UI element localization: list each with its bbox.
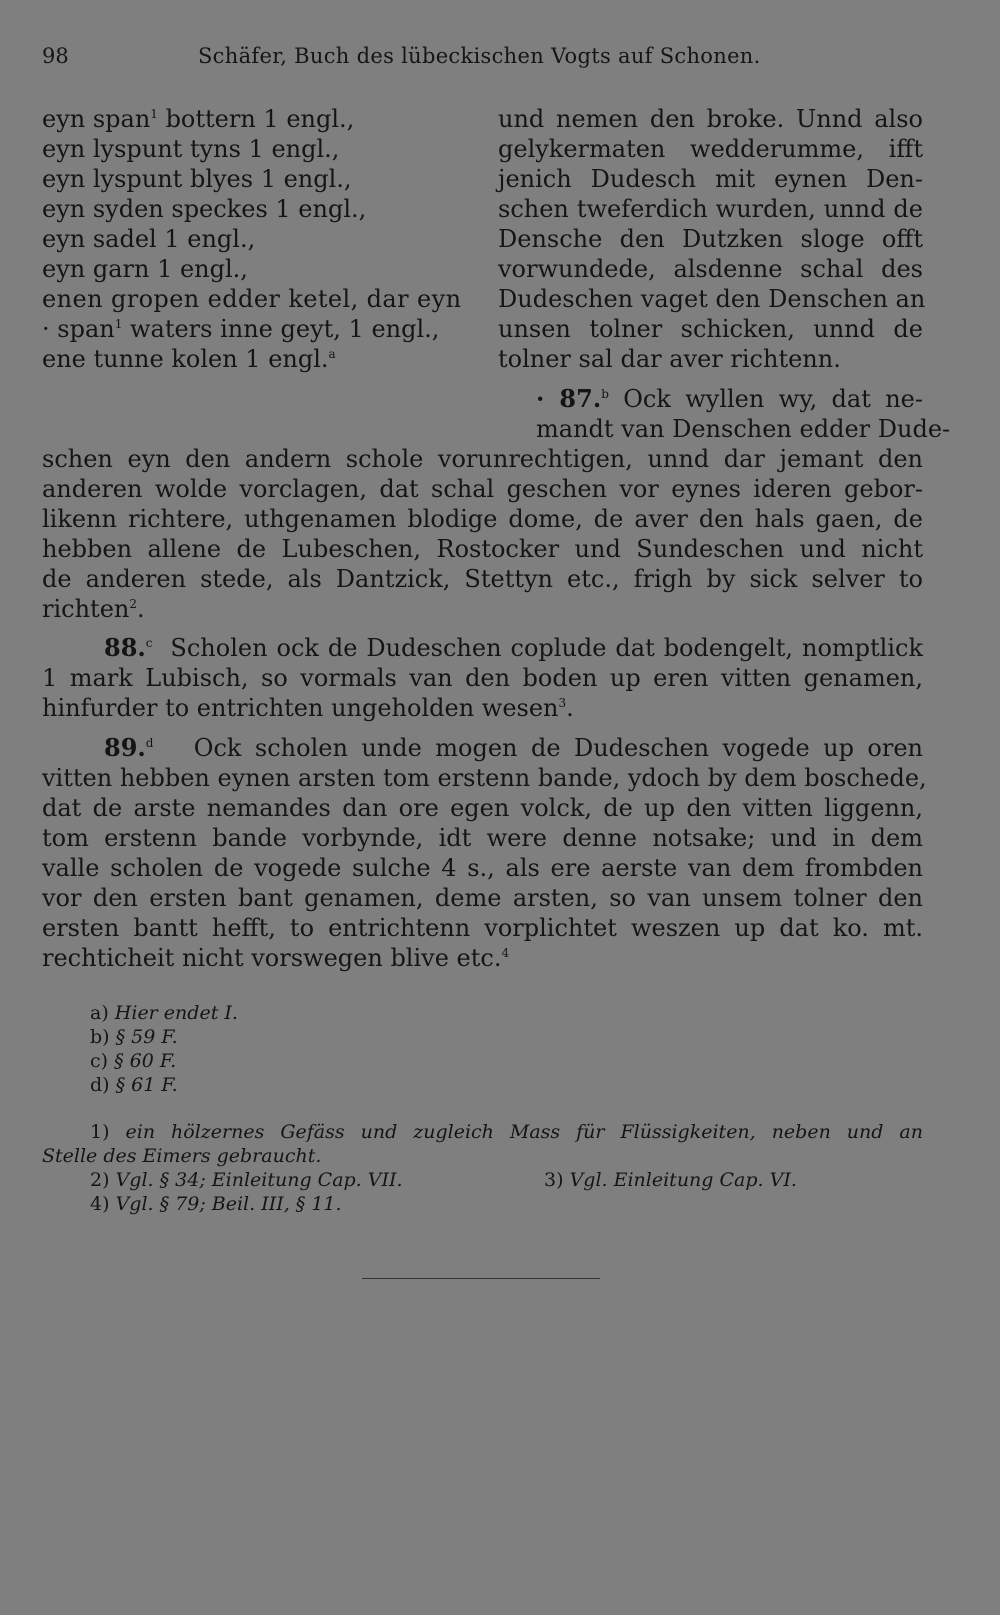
right-line: vorwundede, alsdenne schal des [498,255,923,283]
left-line: ene tunne kolen 1 engl.$^a$ [42,345,336,373]
paragraph-line: vitten hebben eynen arsten tom erstenn bande, ydoch by dem boschede, [42,764,927,792]
left-line: eyn lyspunt blyes 1 engl., [42,165,352,193]
right-line: schen tweferdich wurden, unnd de [498,195,923,223]
letter-note: d) § 61 F. [90,1074,178,1096]
paragraph-number: · 87. [536,384,602,413]
left-line: eyn lyspunt tyns 1 engl., [42,135,340,163]
paragraph-number: 89. [104,733,146,762]
left-line: eyn syden speckes 1 engl., [42,195,367,223]
right-line: gelykermaten wedderumme, ifft [498,135,923,163]
paragraph-89: 89.$^d$ Ock scholen unde mogen de Dudeschen vogede up oren vitten hebben eynen arsten tom erstenn bande, ydoch by dem boschede, dat de arste nemandes dan ore egen volck, de up den vitten liggenn, tom erstenn bande vorbynde, idt were denne notsake; und in dem valle scholen de vogede sulche 4 s., als ere aerste van dem frombden vor den ersten bant genamen, deme arsten, so van unsem tolner den ersten bantt hefft, to entrichtenn vorplichtet weszen up dat ko. mt. rechticheit nicht vorswegen blive etc.$^4$ [42,733,927,972]
right-line: unsen tolner schicken, unnd de [498,315,923,343]
paragraph-line: mandt van Denschen edder Dude- [536,415,951,443]
paragraph-line: hinfurder to entrichten ungeholden wesen$^3$. [42,694,574,722]
letter-note: b) § 59 F. [90,1026,178,1048]
right-line: Dudeschen vaget den Denschen an [498,285,926,313]
footnote-row [42,1168,923,1192]
right-line: jenich Dudesch mit eynen Den- [498,165,923,193]
footnote-4: 4) Vgl. § 79; Beil. III, § 11. [90,1193,342,1215]
paragraph-line: vor den ersten bant genamen, deme arsten, so van unsem tolner den [42,884,923,912]
left-column [42,104,461,374]
letter-notes [90,1001,238,1097]
right-line: tolner sal dar aver richtenn. [498,345,841,373]
left-line: · span$^1$ waters inne geyt, 1 engl., [42,315,440,343]
paragraph-line: valle scholen de vogede sulche 4 s., als ere aerste van dem frombden [42,854,923,882]
paragraph-line: ersten bantt hefft, to entrichtenn vorplichtet weszen up dat ko. mt. [42,914,923,942]
paragraph-line: de anderen stede, als Dantzick, Stettyn etc., frigh by sick selver to [42,565,923,593]
paragraph-88: 88.$^c$ Scholen ock de Dudeschen coplude dat bodengelt, nomptlick 1 mark Lubisch, so vormals van den boden up eren vitten genamen, hinfurder to entrichten ungeholden wesen$^3$. [42,633,924,722]
letter-note: a) Hier endet I. [90,1002,238,1024]
paragraph-line: likenn richtere, uthgenamen blodige dome, de aver den hals gaen, de [42,505,923,533]
footnote-2: 2) Vgl. § 34; Einleitung Cap. VII. [90,1169,403,1191]
paragraph-line: schen eyn den andern schole vorunrechtigen, unnd dar jemant den [42,445,923,473]
left-line: enen gropen edder ketel, dar eyn [42,285,462,313]
bottom-rule [362,1278,600,1279]
running-title: Schäfer, Buch des lübeckischen Vogts auf Schonen. [198,44,761,68]
paragraph-line: hebben allene de Lubeschen, Rostocker und Sundeschen und nicht [42,535,923,563]
right-column [498,104,926,374]
paragraph-number: 88. [104,633,146,662]
letter-note: c) § 60 F. [90,1050,177,1072]
footnote-1: 1) ein hölzernes Gefäss und zugleich Mass für Flüssigkeiten, neben und an [90,1121,923,1143]
paragraph-line: 1 mark Lubisch, so vormals van den boden up eren vitten genamen, [42,664,923,692]
paragraph-line: anderen wolde vorclagen, dat schal geschen vor eynes ideren gebor- [42,475,923,503]
footnote-1-continuation: Stelle des Eimers gebraucht. [42,1145,322,1167]
paragraph-87-body [42,444,923,624]
left-line: eyn sadel 1 engl., [42,225,256,253]
footnotes [42,1120,923,1216]
paragraph-87-head: · 87.$^b$ Ock wyllen wy, dat ne- mandt van Denschen edder Dude- [536,384,951,443]
left-line: eyn garn 1 engl., [42,255,248,283]
paragraph-line: tom erstenn bande vorbynde, idt were denne notsake; und in dem [42,824,923,852]
right-line: und nemen den broke. Unnd also [498,105,923,133]
paragraph-line: dat de arste nemandes dan ore egen volck, de up den vitten liggenn, [42,794,923,822]
paragraph-line: rechticheit nicht vorswegen blive etc.$^4$ [42,944,510,972]
footnote-3: 3) Vgl. Einleitung Cap. VI. [544,1169,797,1191]
page-number: 98 [42,44,69,68]
right-line: Densche den Dutzken sloge offt [498,225,923,253]
left-line: eyn span$^1$ bottern 1 engl., [42,105,355,133]
paragraph-line: richten$^2$. [42,595,145,623]
